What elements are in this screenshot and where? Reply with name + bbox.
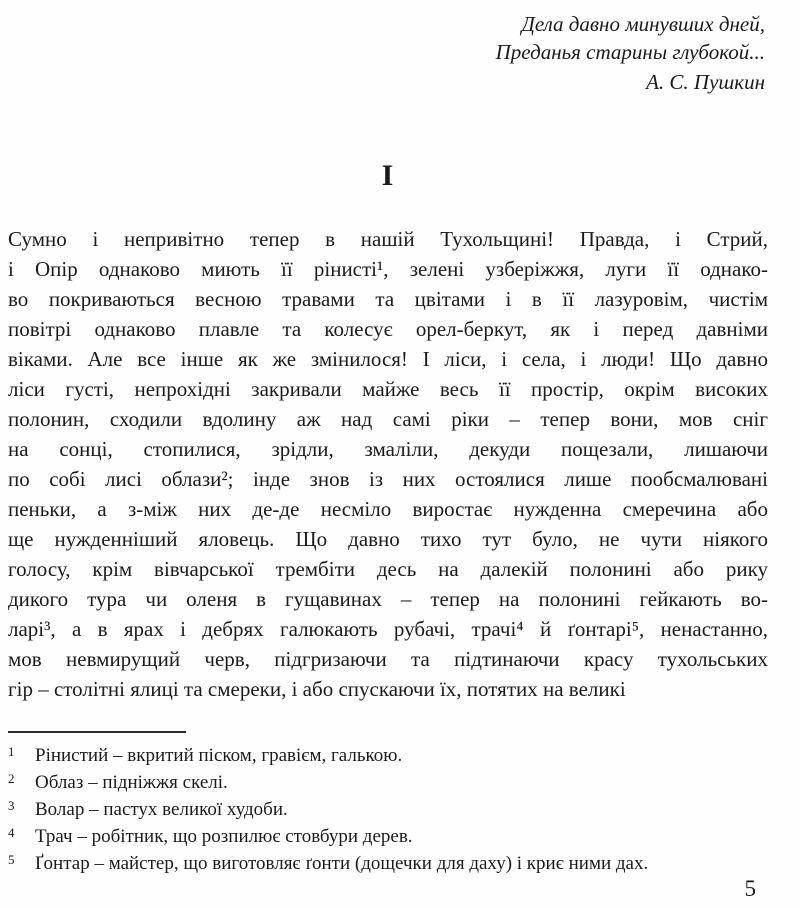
body-line: голосу, крім вівчарської трембіти десь на далекій полонині або рику: [8, 557, 768, 581]
footnote-item: [8, 769, 780, 796]
body-line: ще нужденніший яловець. Що давно тихо тут було, не чути ніякого: [8, 527, 768, 551]
footnote-item: [8, 742, 780, 769]
footnote-number: 2: [8, 771, 15, 786]
footnote-text: Рінистий – вкритий піском, гравієм, галькою.: [35, 745, 403, 766]
body-line: дикого тура чи оленя в гущавинах – тепер на полонині гейкають во-: [8, 587, 768, 611]
body-line: ларі³, а в ярах і дебрях галюкають рубачі, трачі⁴ й ґонтарі⁵, ненастанно,: [8, 617, 768, 641]
footnote-separator: [8, 731, 186, 733]
body-text: [8, 224, 768, 704]
footnote-item: [8, 796, 780, 823]
footnote-item: [8, 823, 780, 850]
chapter-heading: I: [381, 159, 395, 192]
body-line: на сонці, стопилися, зрідли, змаліли, декуди пощезали, лишаючи: [8, 437, 768, 461]
epigraph-line: Преданья старины глубокой...: [495, 40, 765, 64]
body-line: гір – столітні ялиці та смереки, і або спускаючи їх, потятих на великі: [8, 677, 626, 701]
body-line: віками. Але все інше як же змінилося! І ліси, і села, і люди! Що давно: [8, 347, 768, 371]
epigraph-attribution: А. С. Пушкин: [646, 70, 765, 94]
footnote-text: Ґонтар – майстер, що виготовляє ґонти (дощечки для даху) і криє ними дах.: [35, 853, 649, 874]
footnote-number: 4: [8, 825, 15, 840]
body-line: пеньки, а з-між них де-де несміло виростає нужденна смеречина або: [8, 497, 768, 521]
footnote-item: [8, 850, 780, 877]
footnote-text: Облаз – підніжжя скелі.: [35, 772, 228, 793]
footnote-text: Трач – робітник, що розпилює стовбури дерев.: [35, 826, 413, 847]
epigraph: [0, 10, 800, 66]
footnote-number: 3: [8, 798, 15, 813]
body-line: повітрі однаково плавле та колесує орел-беркут, як і перед давніми: [8, 317, 768, 341]
page-number: 5: [744, 876, 756, 901]
body-line: ліси густі, непрохідні закривали майже весь її простір, окрім високих: [8, 377, 768, 401]
body-line: мов невмирущий черв, підгризаючи та підтинаючи красу тухольських: [8, 647, 768, 671]
body-line: во покриваються весною травами та цвітами і в її лазуровім, чистім: [8, 287, 768, 311]
body-line: і Опір однаково миють її рінисті¹, зелені узберіжжя, луги її однако-: [8, 257, 768, 281]
footnote-number: 1: [8, 744, 15, 759]
epigraph-line: Дела давно минувших дней,: [521, 12, 765, 36]
body-line: Сумно і непривітно тепер в нашій Тухольщині! Правда, і Стрий,: [8, 227, 768, 251]
footnote-number: 5: [8, 852, 15, 867]
body-line: полонин, сходили вдолину аж над самі ріки – тепер вони, мов сніг: [8, 407, 768, 431]
footnote-text: Волар – пастух великої худоби.: [35, 799, 288, 820]
body-line: по собі лисі облази²; інде знов із них остоялися лише пообсмалювані: [8, 467, 768, 491]
footnotes: [8, 742, 780, 877]
